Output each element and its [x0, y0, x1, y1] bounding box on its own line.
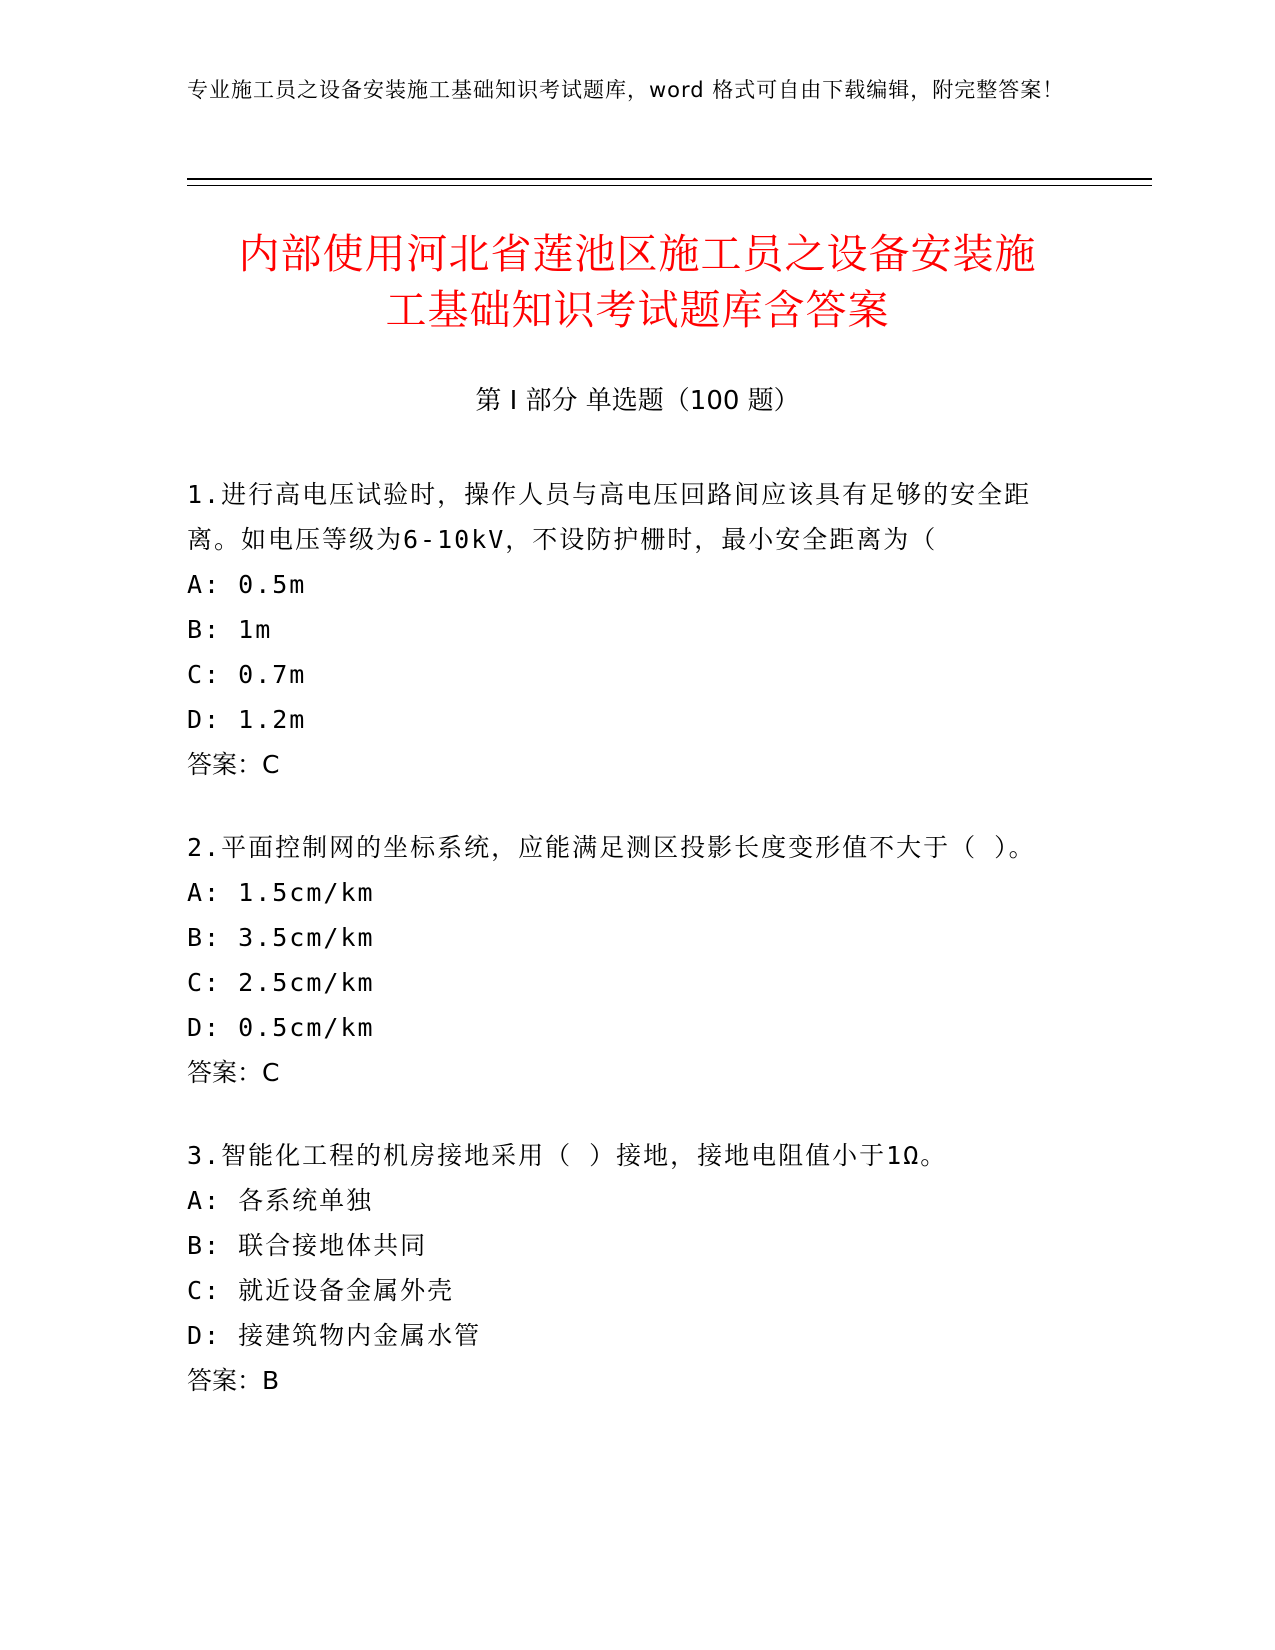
option-d: D: 1.2m — [187, 705, 307, 734]
answer: 答案：C — [187, 1058, 280, 1087]
question-3 — [187, 1133, 1067, 1403]
header-divider-thin — [187, 185, 1152, 186]
option-b: B: 联合接地体共同 — [187, 1231, 428, 1260]
document-title-line-2: 工基础知识考试题库含答案 — [385, 286, 890, 334]
answer: 答案：B — [187, 1366, 280, 1395]
question-2 — [187, 825, 1067, 1095]
option-b: B: 3.5cm/km — [187, 923, 375, 952]
question-stem: 2.平面控制网的坐标系统，应能满足测区投影长度变形值不大于（ ）。 — [187, 833, 1036, 862]
option-d: D: 接建筑物内金属水管 — [187, 1321, 482, 1350]
option-c: C: 0.7m — [187, 660, 307, 689]
question-1 — [187, 472, 1067, 787]
question-stem: 3.智能化工程的机房接地采用（ ）接地，接地电阻值小于1Ω。 — [187, 1141, 948, 1170]
section-title: 第 I 部分 单选题（100 题） — [475, 386, 800, 416]
question-stem: 1.进行高电压试验时，操作人员与高电压回路间应该具有足够的安全距离。如电压等级为6-10kV，不设防护栅时，最小安全距离为（ — [187, 480, 1032, 554]
option-a: A: 0.5m — [187, 570, 307, 599]
option-c: C: 就近设备金属外壳 — [187, 1276, 455, 1305]
document-title-line-1: 内部使用河北省莲池区施工员之设备安装施 — [238, 230, 1037, 278]
header-divider-thick — [187, 178, 1152, 180]
document-title — [150, 226, 1125, 338]
option-a: A: 1.5cm/km — [187, 878, 375, 907]
question-list — [187, 472, 1067, 1441]
option-a: A: 各系统单独 — [187, 1186, 374, 1215]
header-note: 专业施工员之设备安装施工基础知识考试题库，word 格式可自由下载编辑，附完整答案！ — [187, 78, 1065, 102]
option-c: C: 2.5cm/km — [187, 968, 375, 997]
answer: 答案：C — [187, 750, 280, 779]
option-b: B: 1m — [187, 615, 273, 644]
option-d: D: 0.5cm/km — [187, 1013, 375, 1042]
